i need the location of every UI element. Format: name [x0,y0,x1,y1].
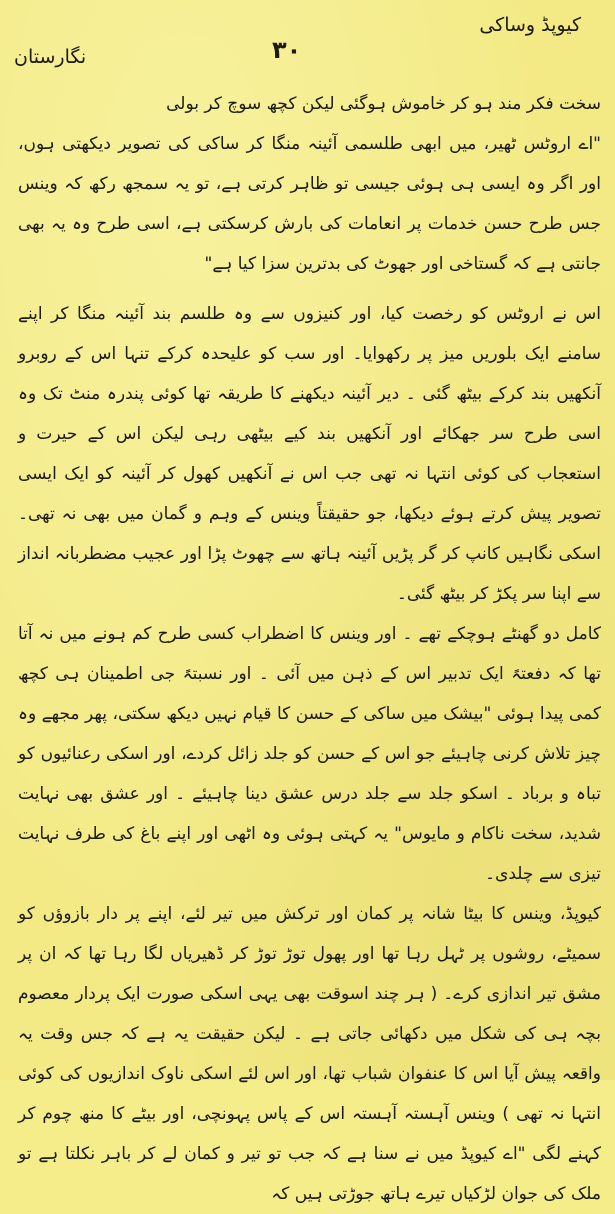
paragraph-2: "اے اروٹس ٹھیر، میں ابھی طلسمی آئینہ منگا کر ساکی کی تصویر دیکھتی ہوں، اور اگر وہ ایسی ہی ہوئی جیسی تو ظاہر کرتی ہے، تو یہ سمجھ رکھ کہ وینس جس طرح حسن خدمات پر انعامات کی بارش کرسکتی ہے، اسی طرح وہ یہ بھی جانتی ہے کہ گستاخی اور جھوٹ کی بدترین سزا کیا ہے" [18,134,601,274]
running-title-left: نگارستان [14,46,87,68]
paragraph-5: کیوپڈ، وینس کا بیٹا شانہ پر کمان اور ترکش میں تیر لئے، اپنے پر دار بازوؤں کو سمیٹے، روشوں پر ٹہل رہا تھا اور پھول توڑ توڑ کر ڈھیریاں لگا رہا تھا کہ ان پر مشق تیر اندازی کرے۔ ( ہر چند اسوقت بھی یہی اسکی صورت ایک پردار معصوم بچہ ہی کی شکل میں دکھائی جاتی ہے ۔ لیکن حقیقت یہ ہے کہ جس وقت یہ واقعہ پیش آیا اس کا عنفوان شباب تھا، اور اس لئے اسکی ناوک اندازیوں کی کوئی انتہا نہ تھی ) وینس آہستہ آہستہ اس کے پاس پہونچی، اور بیٹے کا منھ چوم کر کہنے لگی "اے کیوپڈ میں نے سنا ہے کہ جب تو تیر و کمان لے کر باہر نکلتا ہے تو ملک کی جوان لڑکیاں تیرے ہاتھ جوڑتی ہیں کہ [18,904,601,1204]
page-body [18,84,601,1204]
paragraph-4: کامل دو گھنٹے ہوچکے تھے ۔ اور وینس کا اضطراب کسی طرح کم ہونے میں نہ آتا تھا کہ دفعتہً ایک تدبیر اس کے ذہن میں آئی ۔ اور نسبتہً جی اطمینان ہی کچھ کمی پیدا ہوئی "بیشک میں ساکی کے حسن کا قیام نہیں دیکھ سکتی، پھر مجھے وہ چیز تلاش کرنی چاہیئے جو اس کے حسن کو جلد زائل کردے، اور اسکی رعنائیوں کو تباہ و برباد ۔ اسکو جلد سے جلد درس عشق دینا چاہیئے ۔ اور عشق بھی نہایت شدید، سخت ناکام و مایوس" یہ کہتی ہوئی وہ اٹھی اور اپنے باغ کی طرف نہایت تیزی سے چلدی۔ [18,624,601,884]
paragraph-3: اس نے اروٹس کو رخصت کیا، اور کنیزوں سے وہ طلسم بند آئینہ منگا کر اپنے سامنے ایک بلوریں میز پر رکھوایا۔ اور سب کو علیحدہ کرکے تنہا اس کے روبرو آنکھیں بند کرکے بیٹھ گئی ۔ دیر آئینہ دیکھنے کا طریقہ تھا کوئی پندرہ منٹ تک وہ اسی طرح سر جھکائے اور آنکھیں بند کیے بیٹھی رہی لیکن اس کے حیرت و استعجاب کی کوئی انتہا نہ تھی جب اس نے آنکھیں کھول کر آئینہ کو ایک ایسی تصویر پیش کرتے ہوئے دیکھا، جو حقیقتاً وینس کے وہم و گمان میں بھی نہ تھی۔ اسکی نگاہیں کانپ کر گر پڑیں آئینہ ہاتھ سے چھوٹ پڑا اور عجیب مضطربانہ انداز سے اپنا سر پکڑ کر بیٹھ گئی۔ [18,304,601,604]
page-header [0,6,615,96]
running-title-right: کیوپڈ وساکی [479,14,581,36]
page-number: ۳۰ [272,36,302,64]
paragraph-1: سخت فکر مند ہو کر خاموش ہوگئی لیکن کچھ سوچ کر بولی [166,94,601,114]
paragraph-gap [18,284,601,294]
